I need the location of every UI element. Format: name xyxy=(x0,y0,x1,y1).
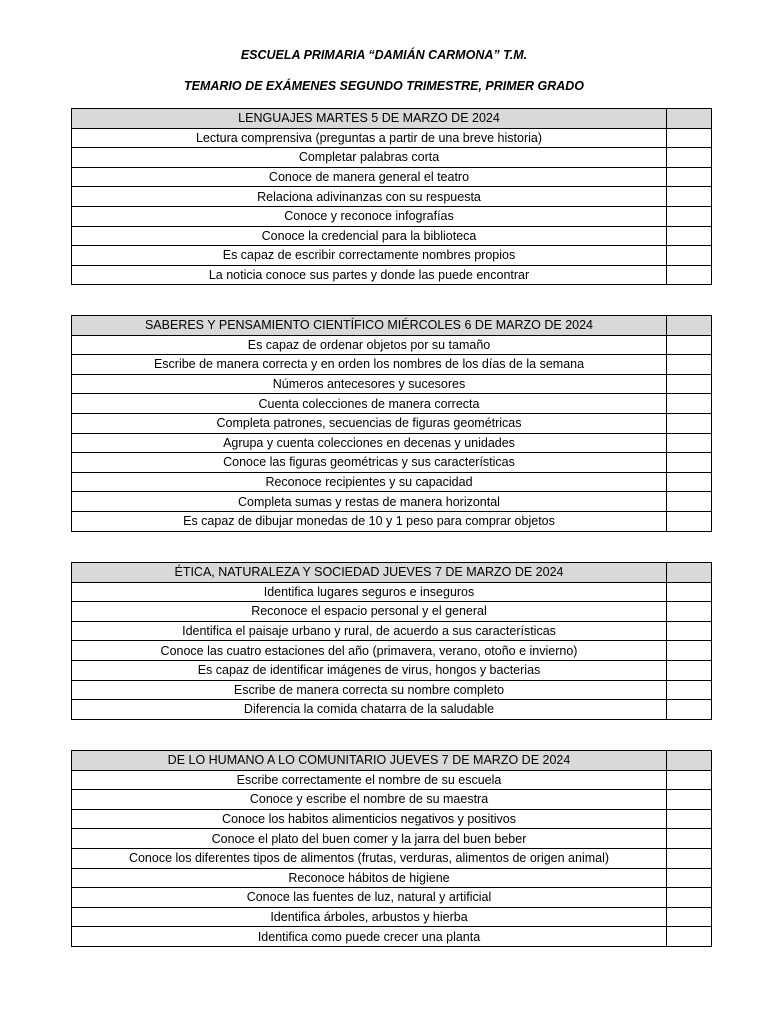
table-row xyxy=(72,927,712,947)
table-row xyxy=(72,206,712,226)
exam-syllabus-title: TEMARIO DE EXÁMENES SEGUNDO TRIMESTRE, PRIMER GRADO xyxy=(183,79,585,93)
table-row xyxy=(72,829,712,849)
table-row xyxy=(72,848,712,868)
check-cell xyxy=(667,700,712,720)
check-cell xyxy=(667,187,712,207)
check-cell xyxy=(667,453,712,473)
topic-cell: Conoce las fuentes de luz, natural y artificial xyxy=(72,888,667,908)
subject-header: LENGUAJES MARTES 5 DE MARZO DE 2024 xyxy=(72,109,667,129)
exam-table xyxy=(71,750,712,947)
topic-cell: Identifica como puede crecer una planta xyxy=(72,927,667,947)
topic-cell: La noticia conoce sus partes y donde las puede encontrar xyxy=(72,265,667,285)
table-row xyxy=(72,374,712,394)
subject-header: ÉTICA, NATURALEZA Y SOCIEDAD JUEVES 7 DE MARZO DE 2024 xyxy=(72,563,667,583)
table-header-row xyxy=(72,751,712,771)
check-cell xyxy=(667,602,712,622)
topic-cell: Escribe de manera correcta su nombre completo xyxy=(72,680,667,700)
subject-header: SABERES Y PENSAMIENTO CIENTÍFICO MIÉRCOLES 6 DE MARZO DE 2024 xyxy=(72,316,667,336)
table-row xyxy=(72,888,712,908)
topic-cell: Conoce la credencial para la biblioteca xyxy=(72,226,667,246)
topic-cell: Reconoce hábitos de higiene xyxy=(72,868,667,888)
table-row xyxy=(72,907,712,927)
school-title: ESCUELA PRIMARIA “DAMIÁN CARMONA” T.M. xyxy=(240,48,528,62)
table-row xyxy=(72,413,712,433)
check-cell xyxy=(667,511,712,531)
check-cell xyxy=(667,167,712,187)
topic-cell: Identifica el paisaje urbano y rural, de acuerdo a sus características xyxy=(72,621,667,641)
table-row xyxy=(72,868,712,888)
table-row xyxy=(72,809,712,829)
table-row xyxy=(72,394,712,414)
check-cell xyxy=(667,680,712,700)
check-cell xyxy=(667,355,712,375)
topic-cell: Conoce y reconoce infografías xyxy=(72,206,667,226)
table-row xyxy=(72,246,712,266)
table-row xyxy=(72,167,712,187)
check-cell xyxy=(667,246,712,266)
check-cell xyxy=(667,563,712,583)
table-row xyxy=(72,187,712,207)
table-row xyxy=(72,148,712,168)
check-cell xyxy=(667,413,712,433)
check-cell xyxy=(667,394,712,414)
topic-cell: Números antecesores y sucesores xyxy=(72,374,667,394)
table-row xyxy=(72,472,712,492)
check-cell xyxy=(667,335,712,355)
topic-cell: Agrupa y cuenta colecciones en decenas y unidades xyxy=(72,433,667,453)
table-row xyxy=(72,641,712,661)
topic-cell: Es capaz de dibujar monedas de 10 y 1 peso para comprar objetos xyxy=(72,511,667,531)
exam-table xyxy=(71,562,712,720)
topic-cell: Completa sumas y restas de manera horizontal xyxy=(72,492,667,512)
topic-cell: Relaciona adivinanzas con su respuesta xyxy=(72,187,667,207)
check-cell xyxy=(667,809,712,829)
table-row xyxy=(72,492,712,512)
check-cell xyxy=(667,316,712,336)
table-row xyxy=(72,582,712,602)
check-cell xyxy=(667,265,712,285)
topic-cell: Escribe correctamente el nombre de su escuela xyxy=(72,770,667,790)
topic-cell: Es capaz de ordenar objetos por su tamaño xyxy=(72,335,667,355)
check-cell xyxy=(667,868,712,888)
table-row xyxy=(72,621,712,641)
topic-cell: Conoce los diferentes tipos de alimentos (frutas, verduras, alimentos de origen animal) xyxy=(72,848,667,868)
table-row xyxy=(72,790,712,810)
check-cell xyxy=(667,770,712,790)
table-row xyxy=(72,128,712,148)
check-cell xyxy=(667,790,712,810)
check-cell xyxy=(667,109,712,129)
topic-cell: Conoce las figuras geométricas y sus características xyxy=(72,453,667,473)
check-cell xyxy=(667,848,712,868)
table-row xyxy=(72,265,712,285)
topic-cell: Conoce el plato del buen comer y la jarra del buen beber xyxy=(72,829,667,849)
table-row xyxy=(72,335,712,355)
table-header-row xyxy=(72,563,712,583)
check-cell xyxy=(667,621,712,641)
check-cell xyxy=(667,829,712,849)
check-cell xyxy=(667,660,712,680)
check-cell xyxy=(667,927,712,947)
topic-cell: Reconoce recipientes y su capacidad xyxy=(72,472,667,492)
topic-cell: Identifica lugares seguros e inseguros xyxy=(72,582,667,602)
check-cell xyxy=(667,641,712,661)
table-row xyxy=(72,453,712,473)
topic-cell: Es capaz de escribir correctamente nombres propios xyxy=(72,246,667,266)
topic-cell: Conoce de manera general el teatro xyxy=(72,167,667,187)
topic-cell: Escribe de manera correcta y en orden los nombres de los días de la semana xyxy=(72,355,667,375)
topic-cell: Lectura comprensiva (preguntas a partir de una breve historia) xyxy=(72,128,667,148)
check-cell xyxy=(667,226,712,246)
table-row xyxy=(72,660,712,680)
topic-cell: Diferencia la comida chatarra de la saludable xyxy=(72,700,667,720)
topic-cell: Cuenta colecciones de manera correcta xyxy=(72,394,667,414)
check-cell xyxy=(667,374,712,394)
topic-cell: Conoce los habitos alimenticios negativos y positivos xyxy=(72,809,667,829)
check-cell xyxy=(667,433,712,453)
check-cell xyxy=(667,582,712,602)
topic-cell: Conoce las cuatro estaciones del año (primavera, verano, otoño e invierno) xyxy=(72,641,667,661)
check-cell xyxy=(667,888,712,908)
table-row xyxy=(72,511,712,531)
subject-header: DE LO HUMANO A LO COMUNITARIO JUEVES 7 DE MARZO DE 2024 xyxy=(72,751,667,771)
exam-table xyxy=(71,315,712,532)
topic-cell: Identifica árboles, arbustos y hierba xyxy=(72,907,667,927)
check-cell xyxy=(667,206,712,226)
check-cell xyxy=(667,751,712,771)
check-cell xyxy=(667,907,712,927)
table-header-row xyxy=(72,109,712,129)
check-cell xyxy=(667,128,712,148)
table-row xyxy=(72,680,712,700)
table-row xyxy=(72,770,712,790)
topic-cell: Reconoce el espacio personal y el general xyxy=(72,602,667,622)
table-row xyxy=(72,700,712,720)
table-row xyxy=(72,602,712,622)
check-cell xyxy=(667,492,712,512)
exam-table xyxy=(71,108,712,285)
check-cell xyxy=(667,148,712,168)
table-row xyxy=(72,226,712,246)
table-row xyxy=(72,355,712,375)
topic-cell: Es capaz de identificar imágenes de virus, hongos y bacterias xyxy=(72,660,667,680)
table-header-row xyxy=(72,316,712,336)
topic-cell: Completar palabras corta xyxy=(72,148,667,168)
check-cell xyxy=(667,472,712,492)
topic-cell: Completa patrones, secuencias de figuras geométricas xyxy=(72,413,667,433)
table-row xyxy=(72,433,712,453)
topic-cell: Conoce y escribe el nombre de su maestra xyxy=(72,790,667,810)
